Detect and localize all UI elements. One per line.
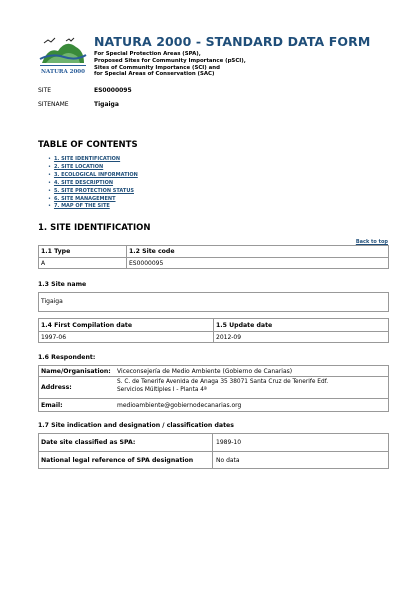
natura-2000-logo (38, 33, 88, 81)
org-label: Name/Organisation: (41, 368, 111, 375)
first-compilation-value: 1997-06 (41, 334, 67, 341)
site-code-cell: ES0000095 (129, 260, 164, 267)
toc-item (48, 203, 138, 211)
spa-date-label: Date site classified as SPA: (41, 439, 136, 446)
logo-text: NATURA 2000 (41, 69, 85, 75)
spa-reference-label: National legal reference of SPA designation (41, 457, 194, 464)
designation-heading: 1.7 Site indication and designation / classification dates (38, 422, 234, 429)
update-date-value: 2012-09 (216, 334, 242, 341)
toc-link-site-identification[interactable]: 1. SITE IDENTIFICATION (53, 156, 121, 162)
subtitle-line: For Special Protection Areas (SPA), (94, 51, 201, 57)
site-code-value: ES0000095 (94, 87, 132, 94)
toc-item (48, 180, 138, 188)
section-heading-site-identification: 1. SITE IDENTIFICATION (38, 223, 151, 233)
respondent-heading: 1.6 Respondent: (38, 354, 96, 361)
toc-link-map-of-the-site[interactable]: 7. MAP OF THE SITE (53, 203, 110, 210)
toc-item (48, 172, 138, 180)
toc-link-site-location[interactable]: 2. SITE LOCATION (53, 163, 104, 170)
site-name-value: Tigaiga (41, 298, 63, 305)
subtitle-line: Proposed Sites for Community Importance (pSCI), (94, 57, 246, 64)
address-line-1: S. C. de Tenerife Avenida de Anaga 35 38071 Santa Cruz de Tenerife Edf. (117, 379, 329, 385)
type-value: A (41, 260, 46, 267)
site-name-box (38, 292, 389, 312)
email-label: Email: (41, 402, 63, 409)
page-subtitle (94, 51, 246, 78)
toc-link-site-description[interactable]: 4. SITE DESCRIPTION (53, 179, 114, 186)
update-date-label: 1.5 Update date (216, 322, 273, 329)
sitename-label: SITENAME (38, 101, 69, 108)
sitename-value: Tigaiga (94, 101, 119, 108)
toc-item (48, 188, 138, 196)
site-code-label: 1.2 Site code (129, 248, 175, 255)
email-value: medioambiente@gobiernodecanarias.org (117, 402, 242, 409)
table-divider (126, 245, 127, 269)
table-divider (38, 376, 389, 377)
toc-list (48, 156, 138, 211)
address-label: Address: (41, 384, 72, 391)
org-value: Viceconsejería de Medio Ambiente (Gobierno de Canarias) (117, 368, 293, 375)
toc-item (48, 156, 138, 164)
site-label: SITE (38, 87, 52, 94)
toc-item (48, 196, 138, 204)
spa-date-value: 1989-10 (216, 439, 242, 446)
type-label: 1.1 Type (41, 248, 71, 255)
toc-link-ecological-information[interactable]: 3. ECOLOGICAL INFORMATION (53, 171, 138, 178)
toc-link-site-protection-status[interactable]: 5. SITE PROTECTION STATUS (53, 187, 134, 194)
toc-link-site-management[interactable]: 6. SITE MANAGEMENT (53, 195, 116, 202)
spa-reference-value: No data (216, 457, 240, 464)
table-divider (38, 451, 389, 452)
address-line-2: Servicios Múltiples I - Planta 4ª (117, 387, 207, 393)
table-divider (213, 318, 214, 343)
site-name-label: 1.3 Site name (38, 281, 87, 288)
table-divider (38, 257, 389, 258)
subtitle-line: Sites of Community Importance (SCI) and (94, 64, 220, 71)
back-to-top-link[interactable]: Back to top (355, 239, 388, 245)
toc-heading: TABLE OF CONTENTS (38, 140, 138, 150)
page-title: NATURA 2000 - STANDARD DATA FORM (94, 34, 371, 49)
table-divider (38, 398, 389, 399)
subtitle-line: for Special Areas of Conservation (SAC) (94, 71, 215, 78)
first-compilation-label: 1.4 First Compilation date (41, 322, 133, 329)
toc-item (48, 164, 138, 172)
table-divider (212, 433, 213, 469)
